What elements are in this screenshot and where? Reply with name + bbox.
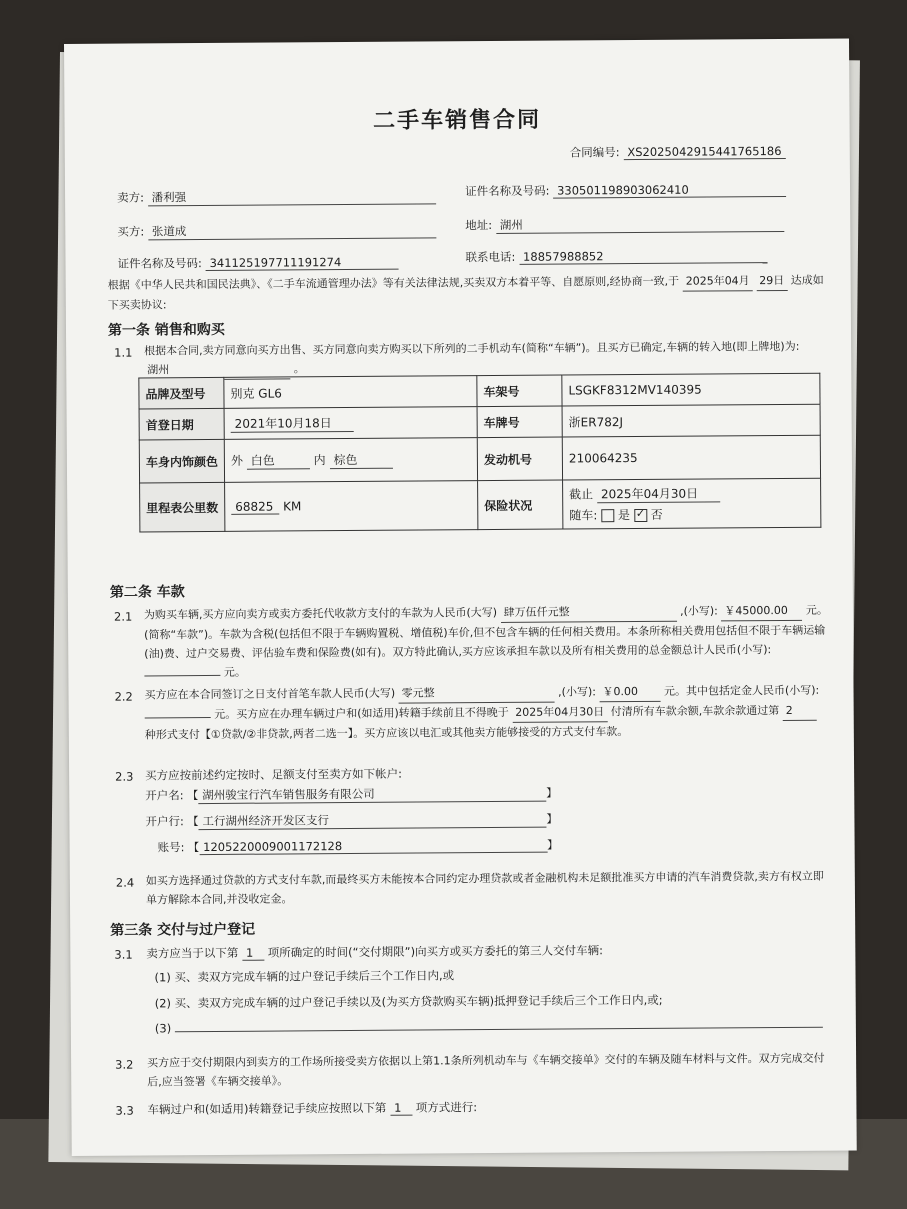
final-payment-date: 2025年04月30日 [512, 702, 607, 723]
buyer-label: 买方: [117, 224, 145, 239]
seller-id-row [465, 181, 786, 199]
seller-id-label: 证件名称及号码: [464, 183, 550, 199]
exterior-prefix: 外 [230, 453, 243, 468]
clause-3-3-number: 3.3 [115, 1103, 134, 1118]
reg-date-value: 2021年10月18日 [231, 414, 354, 433]
first-payment-amount: ￥0.00 [599, 682, 660, 702]
deposit-blank [145, 717, 211, 718]
delivery-option-3-label: (3) [154, 1021, 172, 1036]
clause-3-1-number: 3.1 [114, 947, 133, 962]
insurance-cell [563, 478, 821, 529]
clause-1-1-end: 。 [293, 362, 305, 376]
page-title: 二手车销售合同 [372, 107, 542, 134]
table-row [139, 404, 820, 440]
clause-2-1-text-a: 为购买车辆,买方应向卖方或卖方委托代收款方支付的车款为人民币(大写) [143, 605, 498, 622]
clause-2-4-number: 2.4 [115, 875, 135, 890]
buyer-name: 张道成 [148, 221, 436, 240]
clause-1-1-text: 根据本合同,卖方同意向买方出售、买方同意向卖方购买以下所列的二手机动车(简称“车辆”)。且买方已确定,车辆的转入地(即上牌地)为: [144, 339, 800, 358]
transfer-city: 湖州 [144, 359, 290, 380]
account-number-label: 账号: [157, 840, 185, 855]
contract-page [64, 39, 857, 1156]
vin-value: LSGKF8312MV140395 [562, 373, 820, 406]
seller-row [117, 187, 436, 206]
delivery-option-2: (2) 买、卖双方完成车辆的过户登记手续以及(为买方贷款购买车辆)抵押登记手续后三个工作日内,或; [154, 992, 663, 1011]
clause-2-4-text: 如买方选择通过贷款的方式支付车款,而最终买方未能按本合同约定办理贷款或者金融机构未足额批准买方申请的汽车消费贷款,卖方有权立即单方解除本合同,并没收定金。 [145, 869, 824, 907]
reg-date-cell [224, 407, 477, 440]
clause-3-3-text-a: 车辆过户和(如适用)转籍登记手续应按照以下第 [147, 1100, 387, 1117]
section-2-title: 第二条 车款 [109, 584, 185, 601]
clause-2-1-number: 2.1 [113, 609, 133, 624]
account-name-row: 开户名: 【 湖州骏宝行汽车销售服务有限公司 】 [145, 786, 558, 803]
payment-method: 2 [783, 701, 817, 721]
mileage-unit: KM [283, 498, 302, 513]
clause-2-2-text-f: 种形式支付【①贷款/②非贷款,两者二选一】。买方应该以电汇或其他卖方能够接受的方式支付车款。 [144, 725, 629, 742]
bank-name: 工行湖州经济开发区支行 [198, 811, 546, 830]
seller-name: 潘利强 [148, 187, 436, 206]
engine-value: 210064235 [562, 435, 820, 480]
vehicle-table [138, 373, 821, 533]
color-label: 车身内饰颜色 [139, 439, 224, 483]
clause-3-3 [147, 1099, 477, 1117]
contract-number-label: 合同编号: [569, 145, 620, 160]
vin-label: 车架号 [477, 375, 562, 407]
seller-id: 330501198903062410 [553, 182, 786, 199]
insurance-until-label: 截止 [569, 487, 594, 502]
account-name-label: 开户名: [145, 788, 184, 803]
mileage-label: 里程表公里数 [140, 482, 225, 532]
buyer-row [117, 221, 436, 240]
bank-label: 开户行: [145, 814, 184, 829]
insurance-until: 2025年04月30日 [597, 484, 720, 503]
plate-label: 车牌号 [477, 406, 562, 438]
clause-2-1 [144, 601, 829, 683]
intro-date-month: 2025年04月 [683, 271, 753, 291]
clause-2-3-text: 买方应按前述约定按时、足额支付至卖方如下帐户: [145, 766, 403, 783]
buyer-address-row [465, 215, 784, 234]
total-amount-blank [144, 675, 220, 677]
buyer-id-label: 证件名称及号码: [117, 256, 202, 271]
clause-1-1-number: 1.1 [114, 345, 133, 360]
clause-2-2-text-e: 付清所有车款余额,车款余款通过第 [610, 704, 780, 719]
mileage-value: 68825 [231, 499, 279, 514]
delivery-option: 1 [242, 946, 264, 961]
account-number-row: 账号: 【 1205220009001172128 】 [157, 838, 559, 855]
brand-value: 别克 GL6 [224, 376, 477, 409]
exterior-color: 白色 [247, 451, 310, 469]
intro-paragraph [108, 271, 828, 315]
interior-color: 棕色 [329, 451, 392, 469]
transfer-option: 1 [390, 1101, 412, 1116]
clause-2-2-number: 2.2 [114, 689, 133, 704]
clause-2-2-text-b: ,(小写): [558, 685, 596, 699]
mileage-cell [225, 481, 478, 532]
buyer-address: 湖州 [496, 215, 784, 234]
delivery-option-3 [155, 1017, 823, 1036]
clause-2-2-text-c: 元。其中包括定金人民币(小写): [663, 683, 820, 698]
phone: 18857988852 [519, 248, 767, 265]
account-name: 湖州骏宝行汽车销售服务有限公司 [198, 785, 546, 804]
section-3-title: 第三条 交付与过户登记 [110, 921, 256, 939]
checkbox-no-checked-icon[interactable] [634, 509, 647, 522]
buyer-address-label: 地址: [465, 218, 493, 233]
price-in-words: 肆万伍仟元整 [500, 602, 676, 623]
phone-label: 联系电话: [465, 249, 516, 265]
clause-3-1-text-b: 项所确定的时间(“交付期限”)向买方或买方委托的第三人交付车辆: [267, 943, 603, 960]
color-cell [224, 438, 477, 483]
price-amount: ￥45000.00 [721, 601, 802, 622]
clause-2-2 [144, 681, 828, 745]
engine-label: 发动机号 [477, 437, 562, 481]
interior-prefix: 内 [313, 453, 326, 468]
reg-date-label: 首登日期 [139, 408, 224, 440]
bank-row: 开户行: 【 工行湖州经济开发区支行 】 [145, 812, 558, 829]
table-row [140, 478, 821, 532]
clause-2-1-text-d: 元。 [223, 665, 246, 679]
contract-number: XS2025042915441765186 [623, 144, 785, 160]
intro-text-a: 根据《中华人民共和国民法典》、《二手车流通管理办法》等有关法律法规,买卖双方本着平等、自愿原则,经协商一致,于 [107, 274, 680, 292]
clause-3-1-text-a: 卖方应当于以下第 [146, 945, 239, 961]
buyer-id: 341125197711191274 [206, 255, 399, 271]
section-1-title: 第一条 销售和购买 [107, 321, 225, 339]
phone-row [465, 247, 767, 265]
checkbox-yes-icon[interactable] [601, 509, 614, 522]
plate-value: 浙ER782J [562, 404, 820, 437]
clause-3-3-text-b: 项方式进行: [415, 1100, 478, 1115]
contract-number-row [570, 143, 786, 161]
clause-2-2-text-a: 买方应在本合同签订之日支付首笔车款人民币(大写) [144, 686, 396, 702]
account-number: 1205220009001172128 [199, 838, 547, 855]
intro-text-b: 达成如下买卖协议: [107, 273, 824, 312]
clause-2-1-text-c: 元。(简称“车款”)。车款为含税(包括但不限于车辆购置税、增值税)车价,但不包含车辆的任何相关费用。本条所称相关费用包括但不限于车辆运输(油)费、过户交易费、评估验车费和保险费(如有)。双方特此确认,买方应该承担车款以及所有相关费用的总金额总计人民币(小写): [144, 603, 828, 661]
table-row [139, 373, 820, 409]
buyer-id-row [117, 254, 398, 272]
brand-label: 品牌及型号 [139, 377, 224, 409]
with-car-label: 随车: [569, 508, 598, 523]
delivery-option-1: (1) 买、卖双方完成车辆的过户登记手续后三个工作日内,或 [154, 968, 455, 985]
delivery-option-3-blank [175, 1027, 823, 1033]
clause-3-1 [146, 942, 603, 961]
clause-2-1-text-b: ,(小写): [680, 604, 718, 618]
insurance-label: 保险状况 [478, 480, 563, 530]
first-payment-in-words: 零元整 [399, 683, 555, 704]
clause-3-2-text: 买方应于交付期限内到卖方的工作场所接受卖方依据以上第1.1条所列机动车与《车辆交接单》交付的车辆及随车材料与文件。双方完成交付后,应当签署《车辆交接单》。 [147, 1051, 825, 1089]
yes-label: 是 [617, 508, 631, 523]
clause-2-2-text-d: 元。买方应在办理车辆过户和(如适用)转籍手续前且不得晚于 [214, 705, 509, 721]
clause-2-3-number: 2.3 [115, 769, 134, 784]
no-label: 否 [650, 507, 663, 522]
intro-date-day: 29日 [756, 271, 787, 291]
seller-label: 卖方: [117, 190, 144, 205]
clause-3-2-number: 3.2 [115, 1057, 134, 1072]
table-row [139, 435, 820, 483]
